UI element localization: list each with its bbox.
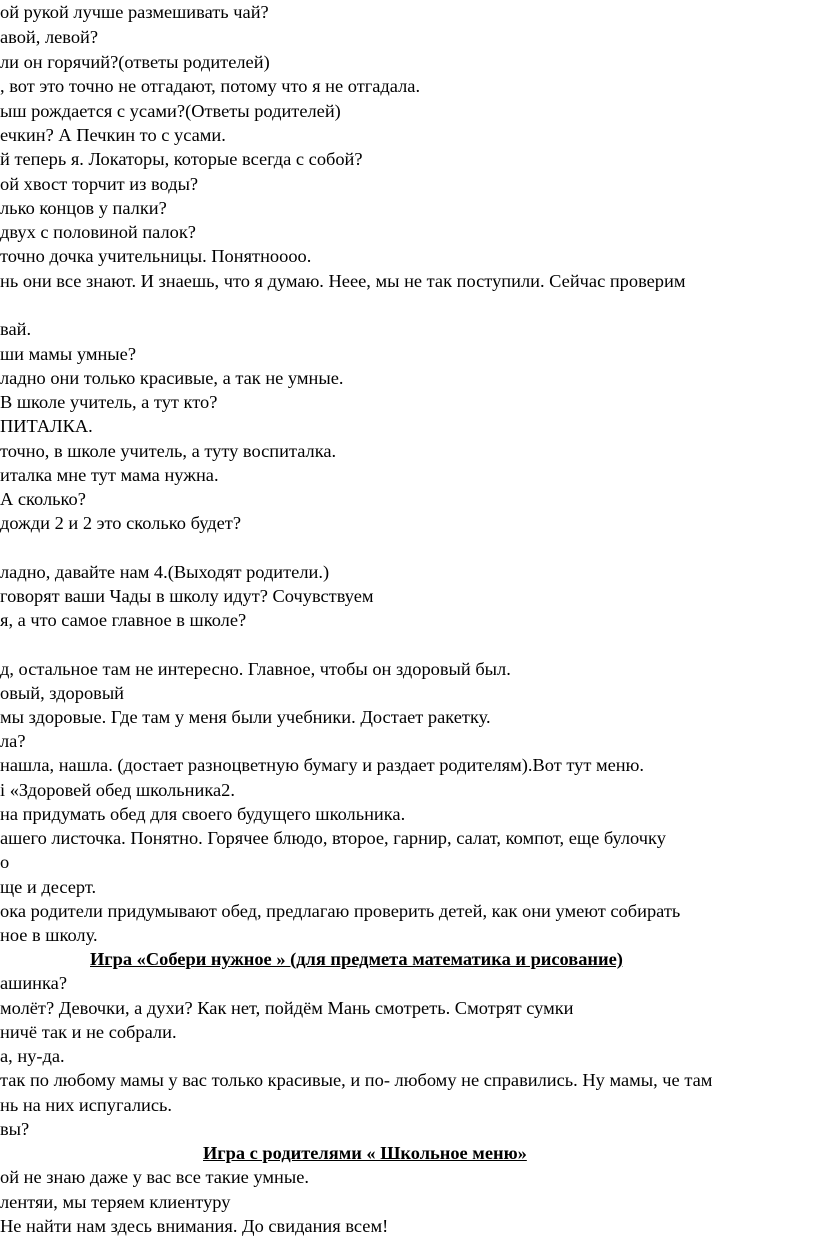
text-line: вы? [0, 1119, 30, 1139]
heading-game-menu: Игра с родителями « Школьное меню» [203, 1143, 527, 1163]
text-line: і «Здоровей обед школьника2. [0, 780, 235, 800]
text-line: ечкин? А Печкин то с усами. [0, 125, 226, 145]
heading-game-collect: Игра «Собери нужное » (для предмета математика и рисование) [90, 949, 623, 969]
text-line: ыш рождается с усами?(Ответы родителей) [0, 101, 341, 121]
text-line: нашла, нашла. (достает разноцветную бумагу и раздает родителям).Вот тут меню. [0, 755, 644, 775]
text-line: нь на них испугались. [0, 1095, 172, 1115]
text-line: дожди 2 и 2 это сколько будет? [0, 513, 241, 533]
text-line: овый, здоровый [0, 683, 125, 703]
text-line: двух с половиной палок? [0, 222, 196, 242]
text-line: я, а что самое главное в школе? [0, 610, 247, 630]
text-line: лентяи, мы теряем клиентуру [0, 1192, 231, 1212]
text-line: авой, левой? [0, 27, 99, 47]
text-line: на придумать обед для своего будущего школьника. [0, 804, 406, 824]
text-line: ладно они только красивые, а так не умные. [0, 368, 344, 388]
text-line: ще и десерт. [0, 877, 97, 897]
text-line: ашинка? [0, 973, 67, 993]
text-line: итaлка мне тут мама нужна. [0, 465, 219, 485]
text-line: В школе учитель, а тут кто? [0, 392, 218, 412]
text-line: молёт? Девочки, а духи? Как нет, пойдём Мань смотреть. Смотрят сумки [0, 998, 574, 1018]
text-line: ой не знаю даже у вас все такие умные. [0, 1167, 309, 1187]
text-line: А сколько? [0, 489, 86, 509]
text-line: точно дочка учительницы. Понятнoooo. [0, 246, 312, 266]
text-line: ное в школу. [0, 925, 98, 945]
text-line: так по любому мамы у вас только красивые, и по- любому не справились. Ну мамы, че там [0, 1070, 713, 1090]
text-line: а, ну-да. [0, 1046, 65, 1066]
text-line: ой хвост торчит из воды? [0, 174, 199, 194]
text-line: ой рукой лучше размешивать чай? [0, 2, 269, 22]
text-line: , вот это точно не отгадают, потому что я не отгадала. [0, 76, 421, 96]
text-line: о [0, 852, 10, 872]
text-line: точно, в школе учитель, а туту воспиталка. [0, 441, 337, 461]
text-line: ПИТАЛКА. [0, 416, 93, 436]
text-line: лько концов у палки? [0, 198, 167, 218]
text-line: вай. [0, 319, 32, 339]
text-line: ли он горячий?(ответы родителей) [0, 52, 270, 72]
text-line: мы здоровые. Где там у меня были учебники. Достает ракетку. [0, 707, 491, 727]
text-line: Не найти нам здесь внимания. До свидания всем! [0, 1216, 389, 1236]
text-line: ладно, давайте нам 4.(Выходят родители.) [0, 562, 330, 582]
text-line: д, остальное там не интересно. Главное, чтобы он здоровый был. [0, 659, 511, 679]
text-line: ашего листочка. Понятно. Горячее блюдо, второе, гарнир, салат, компот, еще булочку [0, 828, 666, 848]
text-line: ла? [0, 731, 26, 751]
text-line: говорят ваши Чады в школу идут? Сочувствуем [0, 586, 374, 606]
text-line: ши мамы умные? [0, 344, 136, 364]
text-line: ока родители придумывают обед, предлагаю проверить детей, как они умеют собирать [0, 901, 681, 921]
text-line: й теперь я. Локаторы, которые всегда с собой? [0, 149, 363, 169]
text-line: ничё так и не собрали. [0, 1022, 177, 1042]
text-line: нь они все знают. И знаешь, что я думаю. Нееe, мы не так поступили. Сейчас проверим [0, 271, 686, 291]
